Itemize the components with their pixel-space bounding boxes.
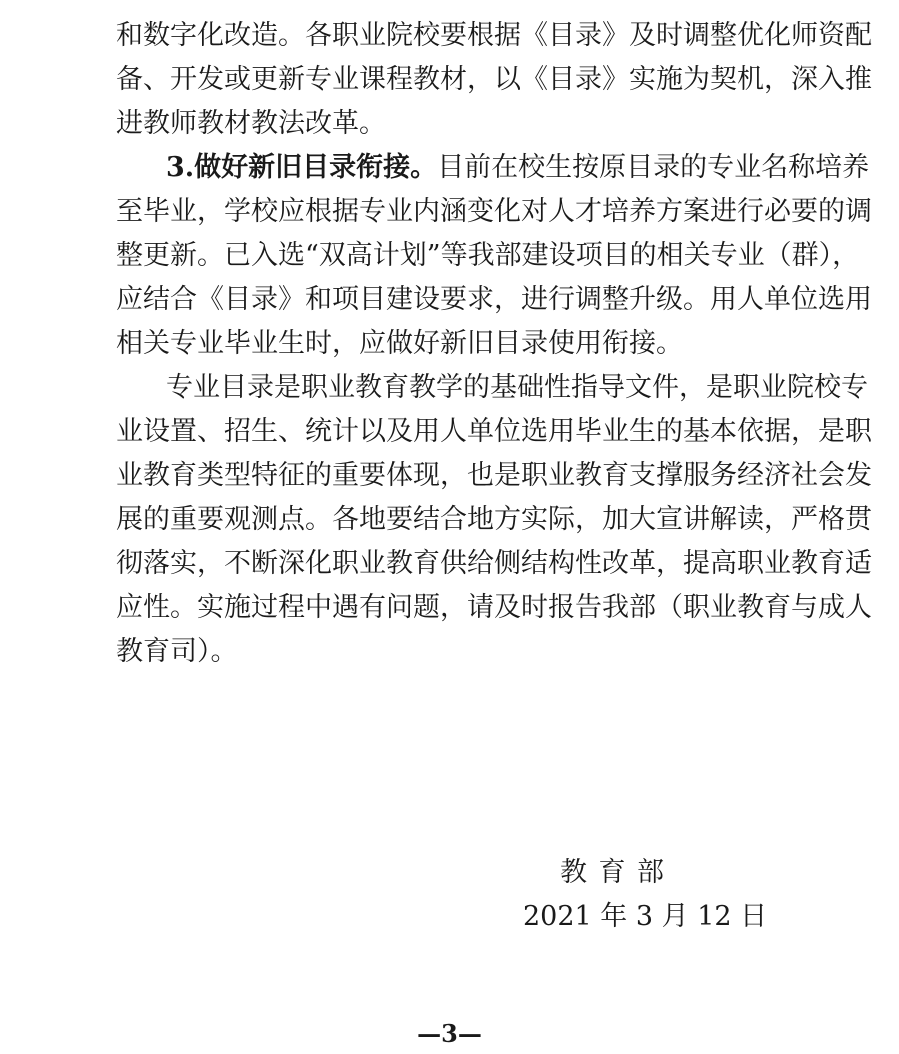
body-text-line: 整更新。已入选“双高计划”等我部建设项目的相关专业（群）， [116,240,860,271]
section-3-first-line [166,150,870,186]
body-text-line: 和数字化改造。各职业院校要根据《目录》及时调整优化师资配 [116,20,872,51]
body-text-line: 彻落实，不断深化职业教育供给侧结构性改革，提高职业教育适 [116,548,872,579]
body-text-line: 备、开发或更新专业课程教材，以《目录》实施为契机，深入推 [116,64,872,95]
section-3-heading: 3.做好新旧目录衔接。 [166,152,438,183]
body-text-line: 相关专业毕业生时，应做好新旧目录使用衔接。 [116,328,683,359]
section-3-first-line-text: 目前在校生按原目录的专业名称培养 [437,152,870,183]
body-text-line: 业设置、招生、统计以及用人单位选用毕业生的基本依据，是职 [116,416,872,447]
body-text-line: 至毕业，学校应根据专业内涵变化对人才培养方案进行必要的调 [116,196,872,227]
body-text-line: 应性。实施过程中遇有问题，请及时报告我部（职业教育与成人 [116,592,872,623]
closing-paragraph-first-line: 专业目录是职业教育教学的基础性指导文件，是职业院校专 [166,372,868,403]
body-text-line: 教育司）。 [116,636,238,667]
issuing-organization: 教育部 [560,857,664,888]
body-text-line: 应结合《目录》和项目建设要求，进行调整升级。用人单位选用 [116,284,872,315]
body-text-line: 业教育类型特征的重要体现，也是职业教育支撑服务经济社会发 [116,460,872,491]
issue-date: 2021 年 3 月 12 日 [523,901,768,932]
body-text-line: 进教师教材教法改革。 [116,108,386,139]
body-text-line: 展的重要观测点。各地要结合地方实际，加大宣讲解读，严格贯 [116,504,872,535]
page-number: —3— [417,1019,482,1048]
